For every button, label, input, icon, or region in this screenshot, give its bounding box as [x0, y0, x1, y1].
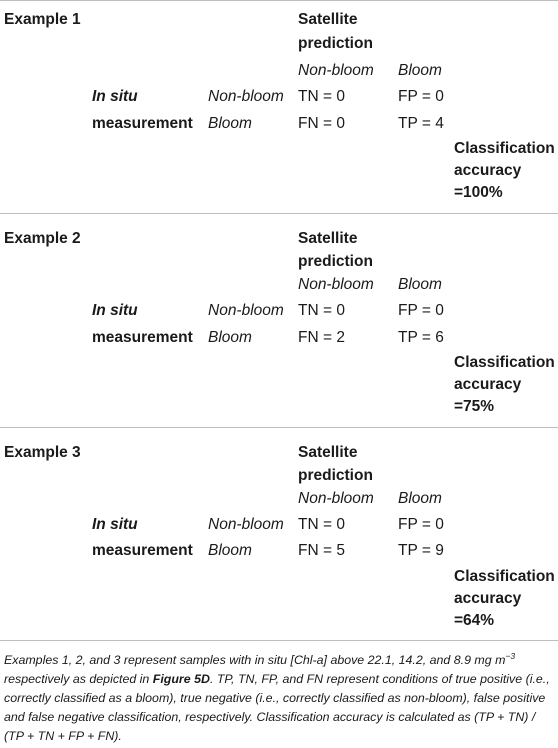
col-header-bloom: Bloom [398, 62, 442, 79]
measurement-label: measurement [92, 115, 193, 132]
accuracy-line1: Classification [454, 140, 555, 157]
measurement-label: measurement [92, 329, 193, 346]
insitu-label: In situ [92, 302, 138, 319]
col-header-bloom: Bloom [398, 490, 442, 507]
accuracy-value: =64% [454, 612, 495, 629]
measurement-label: measurement [92, 542, 193, 559]
footnote-text: Examples 1, 2, and 3 represent samples with in situ [Chl-a] above 22.1, 14.2, and 8.9 mg m [4, 653, 506, 667]
satellite-header-line2: prediction [298, 467, 373, 484]
row-header-bloom: Bloom [208, 329, 252, 346]
table-bottom-rule [0, 640, 558, 641]
table-footnote [4, 651, 552, 746]
accuracy-value: =75% [454, 398, 495, 415]
satellite-header-line1: Satellite [298, 11, 358, 28]
insitu-label: In situ [92, 516, 138, 533]
cell-fp: FP = 0 [398, 88, 444, 105]
accuracy-line1: Classification [454, 568, 555, 585]
row-header-nonbloom: Non-bloom [208, 88, 284, 105]
section-divider [0, 427, 558, 428]
col-header-bloom: Bloom [398, 276, 442, 293]
satellite-header-line2: prediction [298, 35, 373, 52]
accuracy-value: =100% [454, 184, 503, 201]
cell-tn: TN = 0 [298, 516, 345, 533]
table-top-rule [0, 0, 558, 1]
figure-reference: Figure 5D [152, 672, 210, 686]
footnote-text: respectively as depicted in [4, 672, 153, 686]
satellite-header-line1: Satellite [298, 230, 358, 247]
insitu-label: In situ [92, 88, 138, 105]
col-header-nonbloom: Non-bloom [298, 490, 374, 507]
accuracy-line2: accuracy [454, 376, 522, 393]
col-header-nonbloom: Non-bloom [298, 62, 374, 79]
cell-tn: TN = 0 [298, 88, 345, 105]
cell-fn: FN = 5 [298, 542, 345, 559]
cell-tp: TP = 9 [398, 542, 444, 559]
cell-fn: FN = 0 [298, 115, 345, 132]
accuracy-line2: accuracy [454, 162, 522, 179]
satellite-header-line2: prediction [298, 253, 373, 270]
example-title: Example 2 [4, 230, 81, 247]
col-header-nonbloom: Non-bloom [298, 276, 374, 293]
example-title: Example 1 [4, 11, 81, 28]
accuracy-line2: accuracy [454, 590, 522, 607]
cell-fp: FP = 0 [398, 516, 444, 533]
row-header-bloom: Bloom [208, 115, 252, 132]
row-header-nonbloom: Non-bloom [208, 302, 284, 319]
section-divider [0, 213, 558, 214]
footnote-superscript: −3 [505, 650, 516, 661]
cell-tp: TP = 6 [398, 329, 444, 346]
accuracy-line1: Classification [454, 354, 555, 371]
cell-fp: FP = 0 [398, 302, 444, 319]
footnote-text: . TP, TN, FP, and FN represent conditions of true positive (i.e., correctly classified as a bloom), true negative (i.e., correctly classified as non-bloom), false positive and false negative classification, respectively. Classification accuracy is calculated as (TP + TN) / (TP + TN + FP + FN). [4, 672, 550, 743]
satellite-header-line1: Satellite [298, 444, 358, 461]
example-title: Example 3 [4, 444, 81, 461]
row-header-bloom: Bloom [208, 542, 252, 559]
cell-fn: FN = 2 [298, 329, 345, 346]
cell-tn: TN = 0 [298, 302, 345, 319]
row-header-nonbloom: Non-bloom [208, 516, 284, 533]
cell-tp: TP = 4 [398, 115, 444, 132]
